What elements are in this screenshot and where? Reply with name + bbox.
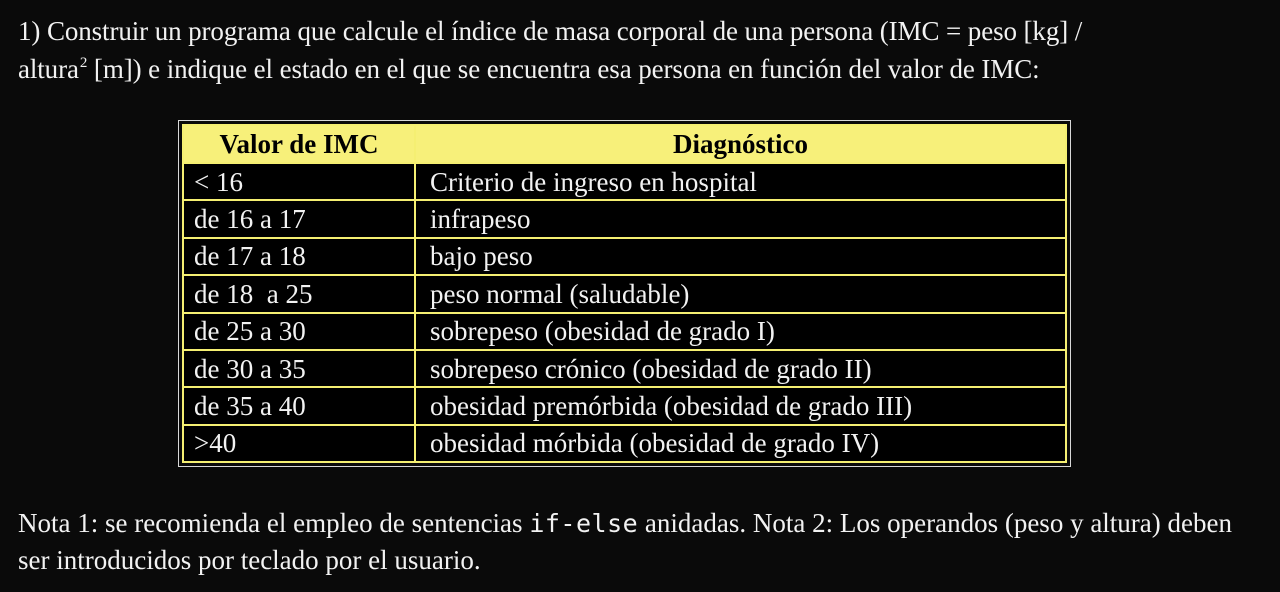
statement-part-3: [m]) e indique el estado en el que se encuentra esa persona en función del valor de IMC: bbox=[87, 54, 1040, 84]
diagnosis-cell: obesidad premórbida (obesidad de grado III) bbox=[415, 387, 1066, 424]
table-row bbox=[183, 163, 1066, 200]
statement-part-1: 1) Construir un programa que calcule el índice de masa corporal de una persona (IMC = peso [kg] / bbox=[18, 16, 1083, 46]
header-bmi-value: Valor de IMC bbox=[183, 125, 415, 163]
diagnosis-cell: obesidad mórbida (obesidad de grado IV) bbox=[415, 425, 1066, 462]
table-row bbox=[183, 275, 1066, 312]
table-row bbox=[183, 238, 1066, 275]
code-snippet: if-else bbox=[529, 509, 639, 538]
note-part-1: Nota 1: se recomienda el empleo de sentencias bbox=[18, 508, 530, 538]
statement-part-2: altura bbox=[18, 54, 79, 84]
diagnosis-cell: sobrepeso (obesidad de grado I) bbox=[415, 313, 1066, 350]
bmi-range-cell: de 16 a 17 bbox=[183, 200, 415, 237]
squared-superscript: 2 bbox=[79, 55, 88, 71]
notes bbox=[18, 505, 1268, 579]
table-body bbox=[183, 163, 1066, 462]
bmi-range-cell: de 17 a 18 bbox=[183, 238, 415, 275]
table-header-row bbox=[183, 125, 1066, 163]
table-row bbox=[183, 200, 1066, 237]
bmi-range-cell: de 25 a 30 bbox=[183, 313, 415, 350]
diagnosis-cell: bajo peso bbox=[415, 238, 1066, 275]
bmi-range-cell: de 35 a 40 bbox=[183, 387, 415, 424]
diagnosis-cell: Criterio de ingreso en hospital bbox=[415, 163, 1066, 200]
diagnosis-cell: peso normal (saludable) bbox=[415, 275, 1066, 312]
exercise-statement bbox=[18, 12, 1268, 93]
bmi-range-cell: < 16 bbox=[183, 163, 415, 200]
table-row bbox=[183, 350, 1066, 387]
header-diagnosis: Diagnóstico bbox=[415, 125, 1066, 163]
bmi-table bbox=[182, 124, 1067, 463]
bmi-table-frame bbox=[178, 120, 1071, 467]
diagnosis-cell: infrapeso bbox=[415, 200, 1066, 237]
diagnosis-cell: sobrepeso crónico (obesidad de grado II) bbox=[415, 350, 1066, 387]
table-row bbox=[183, 313, 1066, 350]
bmi-range-cell: >40 bbox=[183, 425, 415, 462]
bmi-range-cell: de 30 a 35 bbox=[183, 350, 415, 387]
table-row bbox=[183, 387, 1066, 424]
table-row bbox=[183, 425, 1066, 462]
note-part-2: anidadas. Nota 2: Los operandos (peso y altura) deben ser introducidos por teclado por el usuario. bbox=[18, 508, 1232, 575]
bmi-range-cell: de 18 a 25 bbox=[183, 275, 415, 312]
